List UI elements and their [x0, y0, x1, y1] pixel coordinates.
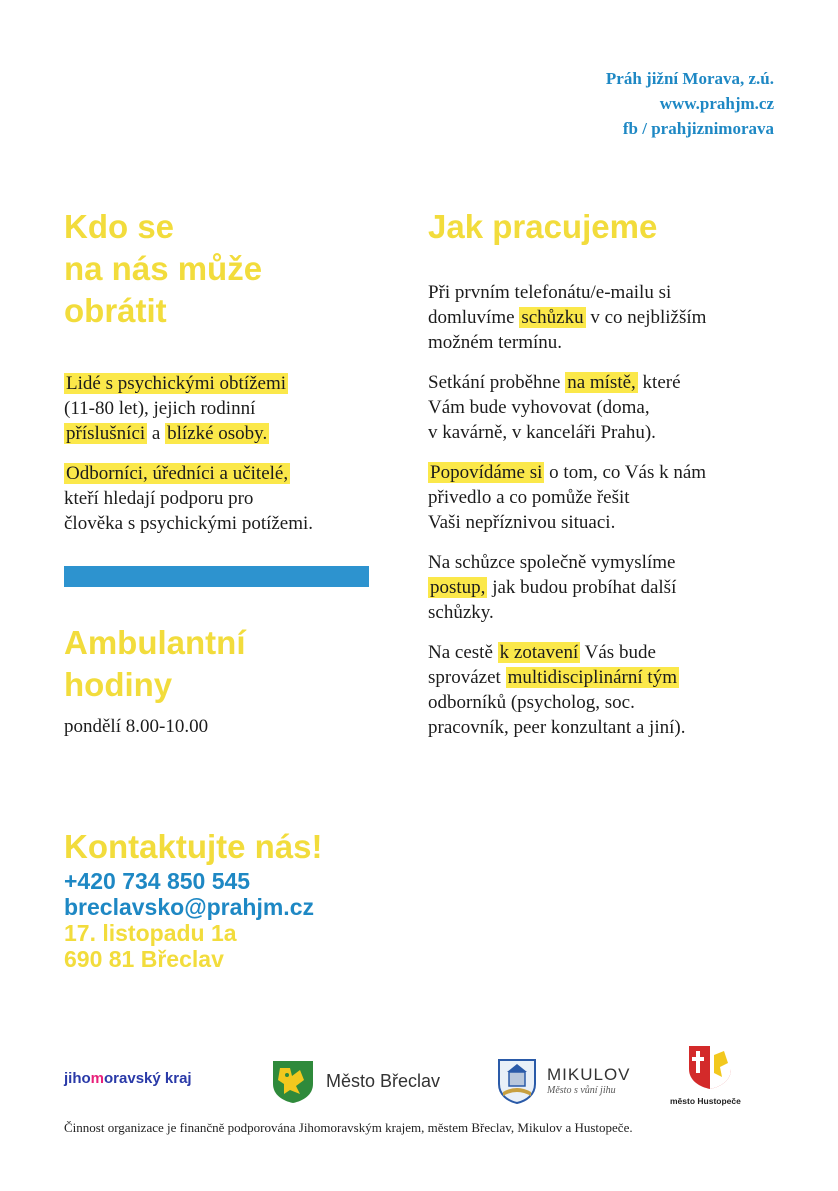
highlight: Odborníci, úředníci a učitelé,: [66, 463, 289, 484]
breclav-logo-text: Město Břeclav: [326, 1070, 441, 1091]
text: pracovník, peer konzultant a jiní).: [428, 717, 686, 738]
jmk-logo-text: oravský kraj: [104, 1070, 192, 1087]
blue-divider: [64, 566, 369, 587]
address-street: 17. listopadu 1a: [64, 920, 237, 946]
who-text: [64, 371, 384, 536]
hustopece-shield-icon: [686, 1043, 734, 1091]
text: Vaši nepříznivou situaci.: [428, 512, 616, 533]
breclav-logo: [270, 1058, 440, 1104]
text: (11-80 let), jejich rodinní: [64, 398, 256, 419]
funding-note: Činnost organizace je finančně podporována Jihomoravským krajem, městem Břeclav, Mikulov a Hustopeče.: [64, 1120, 633, 1135]
text: které: [637, 372, 681, 393]
highlight: multidisciplinární tým: [507, 667, 677, 688]
breclav-shield-icon: [270, 1058, 316, 1104]
text: Při prvním telefonátu/e-mailu si: [428, 282, 672, 303]
how-text: [428, 280, 788, 740]
text: v kavárně, v kanceláři Prahu).: [428, 422, 656, 443]
hours-heading-line: Ambulantní: [64, 624, 246, 661]
phone-link[interactable]: +420 734 850 545: [64, 868, 251, 894]
text: kteří hledají podporu pro: [64, 488, 254, 509]
highlight: k zotavení: [499, 642, 579, 663]
how-paragraph-3: [428, 460, 788, 535]
highlight: blízké osoby.: [167, 423, 268, 444]
hustopece-logo: [670, 1043, 741, 1106]
who-heading: [64, 206, 384, 332]
who-paragraph-1: [64, 371, 384, 446]
hours-heading-line: hodiny: [64, 666, 173, 703]
highlight: Popovídáme si: [430, 462, 543, 483]
website-link[interactable]: www.prahjm.cz: [659, 94, 774, 113]
jmk-logo-text: m: [90, 1070, 105, 1087]
text: a: [147, 423, 166, 444]
text: jak budou probíhat další: [487, 577, 677, 598]
highlight: Lidé s psychickými obtížemi: [66, 373, 287, 394]
who-heading-line: obrátit: [64, 292, 167, 329]
jmk-logo: [64, 1070, 192, 1087]
hustopece-logo-text: město Hustopeče: [670, 1096, 741, 1106]
hours-schedule: pondělí 8.00-10.00: [64, 716, 209, 737]
mikulov-title: MIKULOV: [547, 1065, 631, 1084]
text: člověka s psychickými potížemi.: [64, 513, 314, 534]
how-heading: Jak pracujeme: [428, 208, 658, 245]
text: Vám bude vyhovovat (doma,: [428, 397, 650, 418]
email-link[interactable]: breclavsko@prahjm.cz: [64, 894, 314, 920]
highlight: příslušníci: [66, 423, 146, 444]
how-paragraph-2: [428, 370, 788, 445]
text: přivedlo a co pomůže řešit: [428, 487, 630, 508]
who-paragraph-2: [64, 461, 384, 536]
how-paragraph-5: [428, 640, 788, 740]
text: o tom, co Vás k nám: [544, 462, 707, 483]
who-heading-line: Kdo se: [64, 208, 175, 245]
text: schůzky.: [428, 602, 494, 623]
text: možném termínu.: [428, 332, 563, 353]
hours-heading: [64, 622, 384, 706]
mikulov-shield-icon: [497, 1058, 537, 1104]
contact-block: [64, 868, 314, 972]
text: odborníků (psycholog, soc.: [428, 692, 635, 713]
mikulov-subtitle: Město s vůní jihu: [547, 1085, 616, 1096]
address-city: 690 81 Břeclav: [64, 946, 224, 972]
jmk-logo-text: jiho: [64, 1070, 91, 1087]
text: Setkání proběhne: [428, 372, 566, 393]
text: sprovázet: [428, 667, 506, 688]
mikulov-logo: [497, 1058, 631, 1104]
who-heading-line: na nás může: [64, 250, 263, 287]
highlight: schůzku: [521, 307, 584, 328]
org-name: Práh jižní Morava, z.ú.: [605, 69, 774, 88]
text: domluvíme: [428, 307, 520, 328]
contact-heading: Kontaktujte nás!: [64, 828, 323, 865]
highlight: na místě,: [567, 372, 636, 393]
how-paragraph-1: [428, 280, 788, 355]
how-paragraph-4: [428, 550, 788, 625]
org-header: [606, 66, 774, 141]
text: Na schůzce společně vymyslíme: [428, 552, 676, 573]
text: Na cestě: [428, 642, 498, 663]
highlight: postup,: [430, 577, 486, 598]
text: v co nejbližším: [585, 307, 707, 328]
mikulov-text: [547, 1065, 631, 1097]
text: Vás bude: [580, 642, 656, 663]
facebook-link[interactable]: fb / prahjiznimorava: [622, 119, 774, 138]
